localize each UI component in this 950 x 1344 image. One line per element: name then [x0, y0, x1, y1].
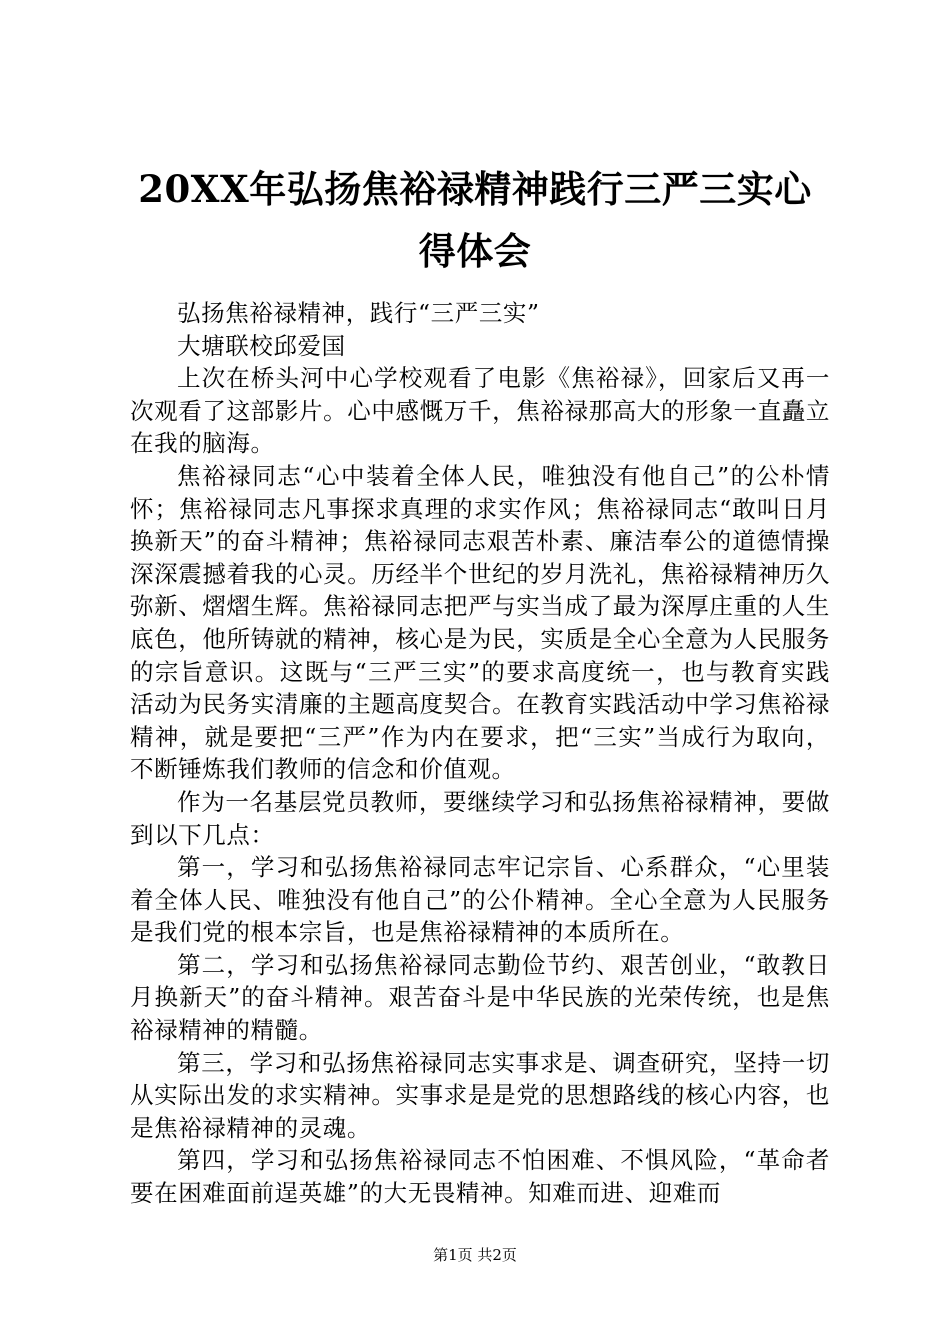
document-body — [130, 297, 830, 1210]
document-title: 20XX年弘扬焦裕禄精神践行三严三实心得体会 — [138, 167, 812, 273]
body-paragraph: 第三，学习和弘扬焦裕禄同志实事求是、调查研究，坚持一切从实际出发的求实精神。实事求是是党的思想路线的核心内容，也是焦裕禄精神的灵魂。 — [130, 1048, 830, 1142]
body-paragraph: 作为一名基层党员教师，要继续学习和弘扬焦裕禄精神，要做到以下几点： — [130, 787, 830, 849]
page-number-footer: 第1页 共2页 — [433, 1246, 517, 1264]
body-paragraph: 上次在桥头河中心学校观看了电影《焦裕禄》，回家后又再一次观看了这部影片。心中感慨万千，焦裕禄那高大的形象一直矗立在我的脑海。 — [130, 364, 830, 458]
body-paragraph: 第一，学习和弘扬焦裕禄同志牢记宗旨、心系群众，“心里装着全体人民、唯独没有他自己”的公仆精神。全心全意为人民服务是我们党的根本宗旨，也是焦裕禄精神的本质所在。 — [130, 853, 830, 947]
body-paragraph: 第四，学习和弘扬焦裕禄同志不怕困难、不惧风险，“革命者要在困难面前逞英雄”的大无畏精神。知难而进、迎难而 — [130, 1146, 830, 1208]
body-paragraph: 第二，学习和弘扬焦裕禄同志勤俭节约、艰苦创业，“敢教日月换新天”的奋斗精神。艰苦奋斗是中华民族的光荣传统，也是焦裕禄精神的精髓。 — [130, 950, 830, 1045]
subtitle-line: 弘扬焦裕禄精神，践行“三严三实” — [177, 299, 540, 327]
author-line: 大塘联校邱爱国 — [177, 331, 346, 360]
body-paragraph: 焦裕禄同志“心中装着全体人民，唯独没有他自己”的公朴情怀；焦裕禄同志凡事探求真理的求实作风；焦裕禄同志“敢叫日月换新天”的奋斗精神；焦裕禄同志艰苦朴素、廉洁奉公的道德情操深深震撼着我的心灵。历经半个世纪的岁月洗礼，焦裕禄精神历久弥新、熠熠生辉。焦裕禄同志把严与实当成了最为深厚庄重的人生底色，他所铸就的精神，核心是为民，实质是全心全意为人民服务的宗旨意识。这既与“三严三实”的要求高度统一，也与教育实践活动为民务实清廉的主题高度契合。在教育实践活动中学习焦裕禄精神，就是要把“三严”作为内在要求，把“三实”当成行为取向，不断锤炼我们教师的信念和价值观。 — [130, 461, 830, 784]
